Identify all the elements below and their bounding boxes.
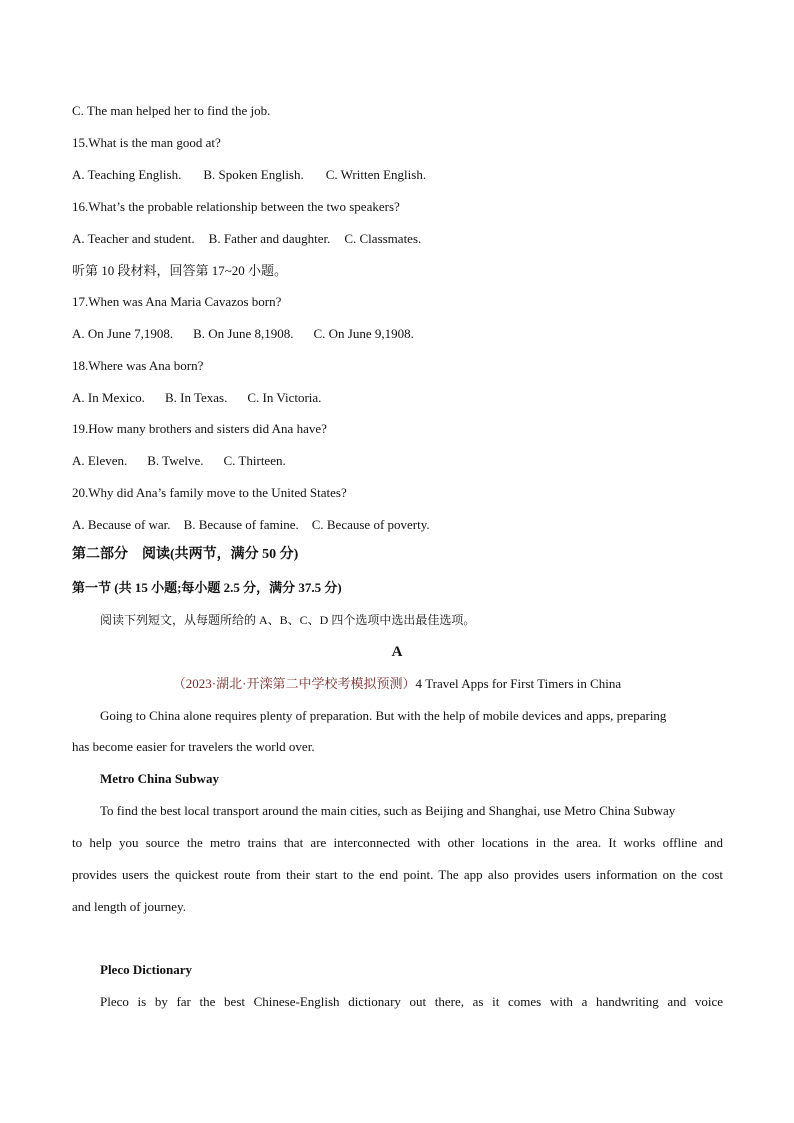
- passage-label: A: [391, 644, 403, 660]
- q16-question: 16.What’s the probable relationship between the two speakers?: [72, 199, 400, 214]
- intro-line-2: has become easier for travelers the world over.: [72, 739, 315, 754]
- q18-option-b: B. In Texas.: [164, 390, 228, 405]
- q18-question: 18.Where was Ana born?: [72, 358, 204, 373]
- pleco-heading: Pleco Dictionary: [100, 962, 193, 977]
- q16-option-a: A. Teacher and student.: [72, 231, 195, 246]
- q14-option-c: C. The man helped her to find the job.: [72, 103, 271, 118]
- q19-question: 19.How many brothers and sisters did Ana have?: [72, 421, 327, 436]
- q17-question: 17.When was Ana Maria Cavazos born?: [72, 294, 282, 309]
- metro-heading: Metro China Subway: [100, 771, 219, 786]
- q18-option-c: C. In Victoria.: [247, 390, 322, 405]
- section1-title: 第一节 (共 15 小题;每小题 2.5 分，满分 37.5 分): [72, 580, 342, 595]
- q20-question: 20.Why did Ana’s family move to the United States?: [72, 485, 347, 500]
- metro-line-2: to help you source the metro trains that are interconnected with other locations in the area. It works offline and: [72, 835, 723, 850]
- q19-options: [72, 452, 286, 470]
- q17-option-a: A. On June 7,1908.: [72, 326, 174, 341]
- passage10-instruction: 听第 10 段材料，回答第 17~20 小题。: [72, 263, 288, 278]
- passage-heading: [0, 675, 794, 693]
- q20-option-c: C. Because of poverty.: [311, 517, 430, 532]
- metro-line-1: To find the best local transport around the main cities, such as Beijing and Shanghai, use Metro China Subway: [100, 803, 676, 818]
- q15-option-a: A. Teaching English.: [72, 167, 182, 182]
- intro-line-1: Going to China alone requires plenty of preparation. But with the help of mobile devices and apps, preparing: [100, 708, 667, 723]
- q20-options: [72, 516, 430, 534]
- q16-options: [72, 230, 421, 248]
- q18-options: [72, 389, 321, 407]
- q16-option-c: C. Classmates.: [344, 231, 422, 246]
- q17-options: [72, 325, 414, 343]
- q19-option-b: B. Twelve.: [147, 453, 204, 468]
- metro-line-4: and length of journey.: [72, 899, 186, 914]
- passage-source: （2023·湖北·开滦第二中学校考模拟预测）: [172, 676, 416, 691]
- q15-options: [72, 166, 426, 184]
- passage-title: 4 Travel Apps for First Timers in China: [415, 676, 622, 691]
- q20-option-a: A. Because of war.: [72, 517, 171, 532]
- q15-question: 15.What is the man good at?: [72, 135, 221, 150]
- reading-instruction: 阅读下列短文，从每题所给的 A、B、C、D 四个选项中选出最佳选项。: [100, 613, 476, 627]
- q19-option-a: A. Eleven.: [72, 453, 128, 468]
- q19-option-c: C. Thirteen.: [223, 453, 286, 468]
- part2-title: 第二部分 阅读(共两节，满分 50 分): [72, 547, 299, 562]
- q18-option-a: A. In Mexico.: [72, 390, 145, 405]
- pleco-line-1: Pleco is by far the best Chinese-English dictionary out there, as it comes with a handwriting and voice: [100, 994, 723, 1009]
- q15-option-b: B. Spoken English.: [203, 167, 304, 182]
- q17-option-b: B. On June 8,1908.: [193, 326, 294, 341]
- q20-option-b: B. Because of famine.: [183, 517, 299, 532]
- q16-option-b: B. Father and daughter.: [208, 231, 331, 246]
- q17-option-c: C. On June 9,1908.: [313, 326, 414, 341]
- q15-option-c: C. Written English.: [325, 167, 427, 182]
- metro-line-3: provides users the quickest route from their start to the end point. The app also provides users information on the cost: [72, 867, 723, 882]
